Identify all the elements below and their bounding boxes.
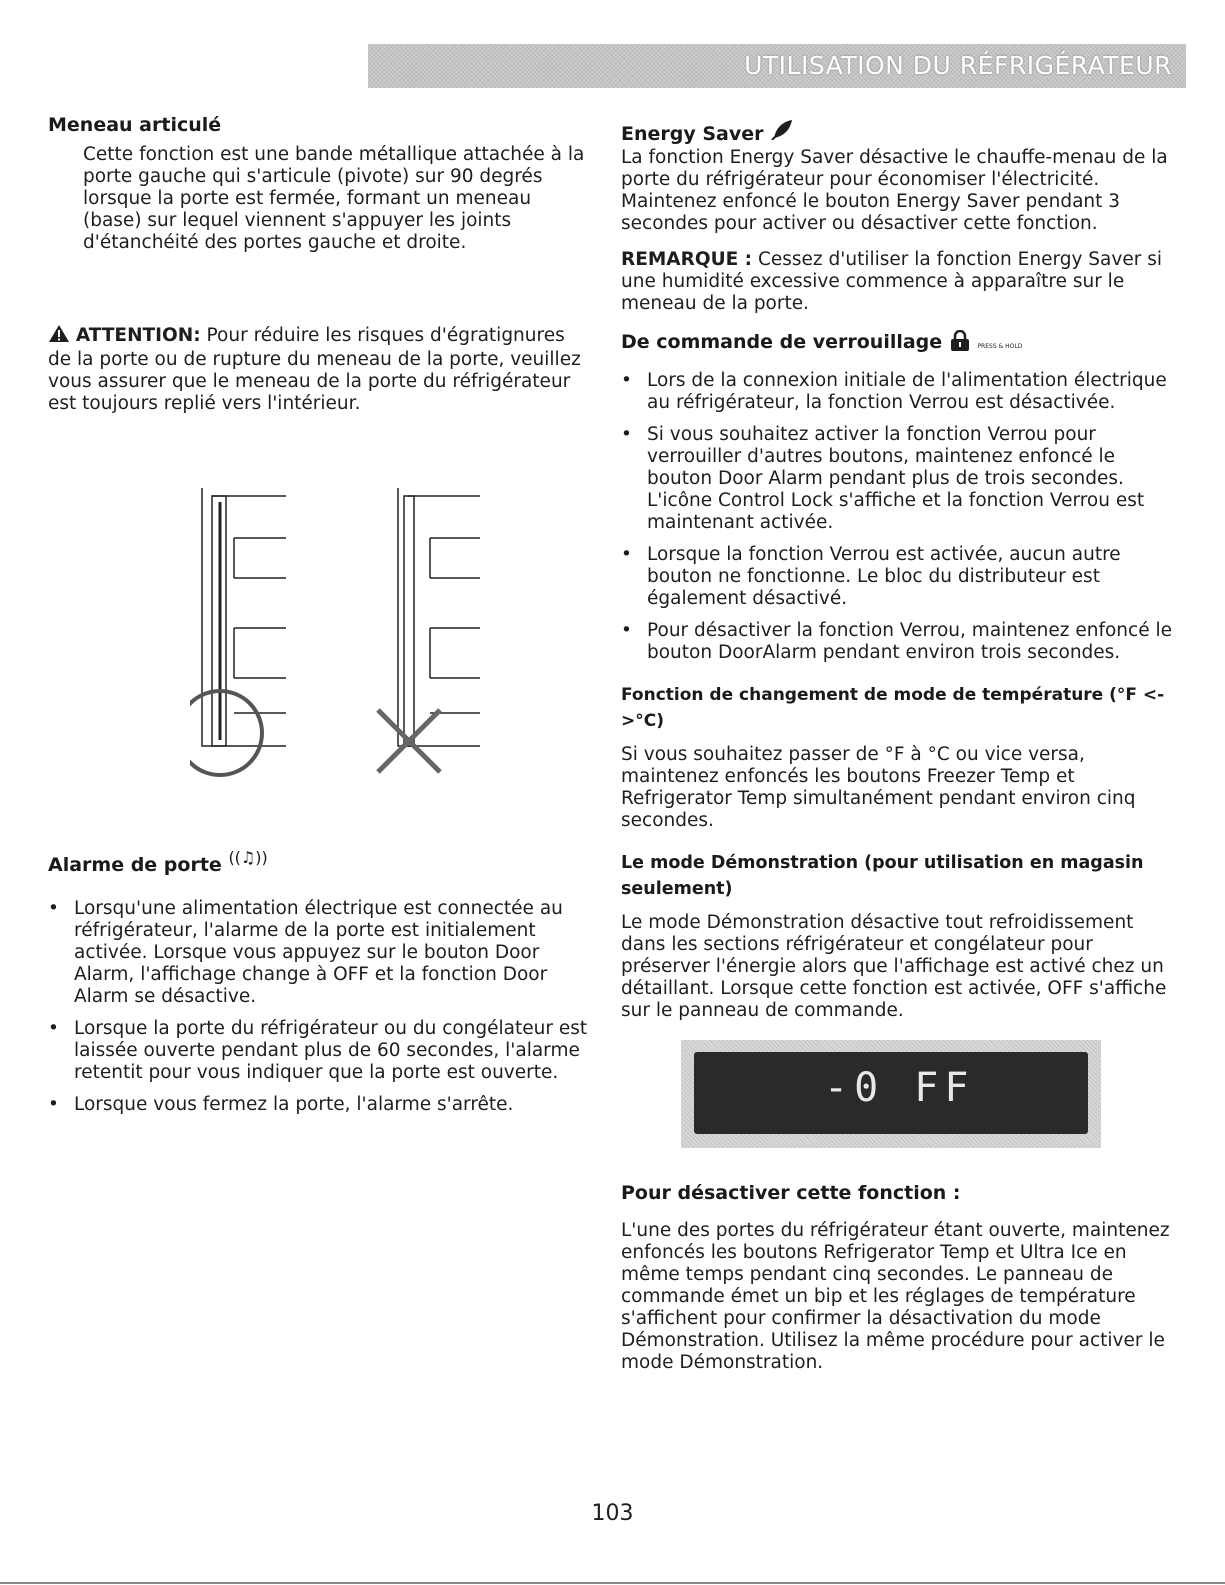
press-hold-caption: PRESS & HOLD — [977, 343, 1023, 350]
energy-body: La fonction Energy Saver désactive le chauffe-menau de la porte du réfrigérateur pour économiser l'électricité. Maintenez enfoncé le bouton Energy Saver pendant 3 secondes pour activer ou désactiver cette fonction. — [621, 147, 1168, 234]
note-label: REMARQUE : — [621, 249, 753, 270]
door-alarm-icon: ((♫)) — [228, 848, 268, 867]
lock-icon — [949, 330, 971, 359]
disable-heading: Pour désactiver cette fonction : — [621, 1182, 961, 1204]
incorrect-x-icon — [378, 710, 440, 772]
left-column — [48, 112, 593, 415]
control-panel-image — [681, 1040, 1101, 1148]
alarm-heading: Alarme de porte ((♫)) — [48, 848, 268, 876]
lock-bullet-list — [621, 370, 1181, 664]
temp-mode-heading: Fonction de changement de mode de température (°F <->°C) — [621, 685, 1165, 731]
meneau-body: Cette fonction est une bande métallique attachée à la porte gauche qui s'articule (pivote) sur 90 degrés lorsque la porte est fermée, formant un meneau (base) sur lequel viennent s'appuyer les joints d'étanchéité des portes gauche et droite. — [83, 144, 585, 253]
right-column — [621, 118, 1181, 1374]
list-item: • Lorsque la porte du réfrigérateur ou du congélateur est laissée ouverte pendant plus de 60 secondes, l'alarme retentit pour vous indiquer que la porte est ouverte. — [48, 1018, 593, 1084]
lock-heading: De commande de verrouillage PRESS & HOLD — [621, 329, 1181, 360]
demo-body: Le mode Démonstration désactive tout refroidissement dans les sections réfrigérateur et congélateur pour préserver l'énergie alors que l'affichage est activé chez un détaillant. Lorsque cette fonction est activée, OFF s'affiche sur le panneau de commande. — [621, 912, 1167, 1021]
section-header-band — [368, 44, 1186, 88]
attention-label: ATTENTION: — [75, 325, 201, 346]
list-item: • Lorsque la fonction Verrou est activée, aucun autre bouton ne fonctionne. Le bloc du distributeur est également désactivé. — [621, 544, 1181, 610]
disable-body: L'une des portes du réfrigérateur étant ouverte, maintenez enfoncés les boutons Refrigerator Temp et Ultra Ice en même temps pendant cinq secondes. Le panneau de commande émet un bip et les réglages de température s'affichent pour confirmer la désactivation du mode Démonstration. Utilisez la même procédure pour activer le mode Démonstration. — [621, 1220, 1170, 1373]
warning-icon — [48, 324, 70, 349]
list-item: • Si vous souhaitez activer la fonction Verrou pour verrouiller d'autres boutons, maintenez enfoncé le bouton Door Alarm pendant plus de trois secondes. L'icône Control Lock s'affiche et la fonction Verrou est maintenant activée. — [621, 424, 1181, 534]
energy-note — [621, 249, 1181, 315]
section-title: UTILISATION DU RÉFRIGÉRATEUR — [744, 51, 1172, 80]
attention-text: Pour réduire les risques d'égratignures de la porte ou de rupture du meneau de la porte, veuillez vous assurer que le meneau de la porte du réfrigérateur est toujours replié vers l'intérieur. — [48, 325, 581, 414]
leaf-icon — [770, 123, 794, 145]
mullion-illustration — [190, 478, 490, 778]
list-item: • Lorsque vous fermez la porte, l'alarme s'arrête. — [48, 1094, 593, 1116]
control-panel-display — [694, 1052, 1088, 1134]
bottom-rule — [0, 1582, 1225, 1584]
list-item: • Pour désactiver la fonction Verrou, maintenez enfoncé le bouton DoorAlarm pendant environ trois secondes. — [621, 620, 1181, 664]
list-item: • Lorsqu'une alimentation électrique est connectée au réfrigérateur, l'alarme de la porte est initialement activée. Lorsque vous appuyez sur le bouton Door Alarm, l'affichage change à OFF et la fonction Door Alarm se désactive. — [48, 898, 593, 1008]
meneau-heading: Meneau articulé — [48, 114, 222, 136]
list-item: • Lors de la connexion initiale de l'alimentation électrique au réfrigérateur, la fonction Verrou est désactivée. — [621, 370, 1181, 414]
panel-readout: -0 FF — [824, 1065, 975, 1111]
energy-heading: Energy Saver — [621, 118, 1181, 147]
temp-mode-body: Si vous souhaitez passer de °F à °C ou vice versa, maintenez enfoncés les boutons Freezer Temp et Refrigerator Temp simultanément pendant environ cinq secondes. — [621, 744, 1136, 831]
demo-heading: Le mode Démonstration (pour utilisation en magasin seulement) — [621, 853, 1144, 899]
page-number: 103 — [591, 1501, 634, 1526]
note-text: Cessez d'utiliser la fonction Energy Saver si une humidité excessive commence à apparaître sur le meneau de la porte. — [621, 249, 1162, 314]
alarm-bullet-list — [48, 898, 593, 1126]
attention-paragraph — [48, 324, 593, 415]
